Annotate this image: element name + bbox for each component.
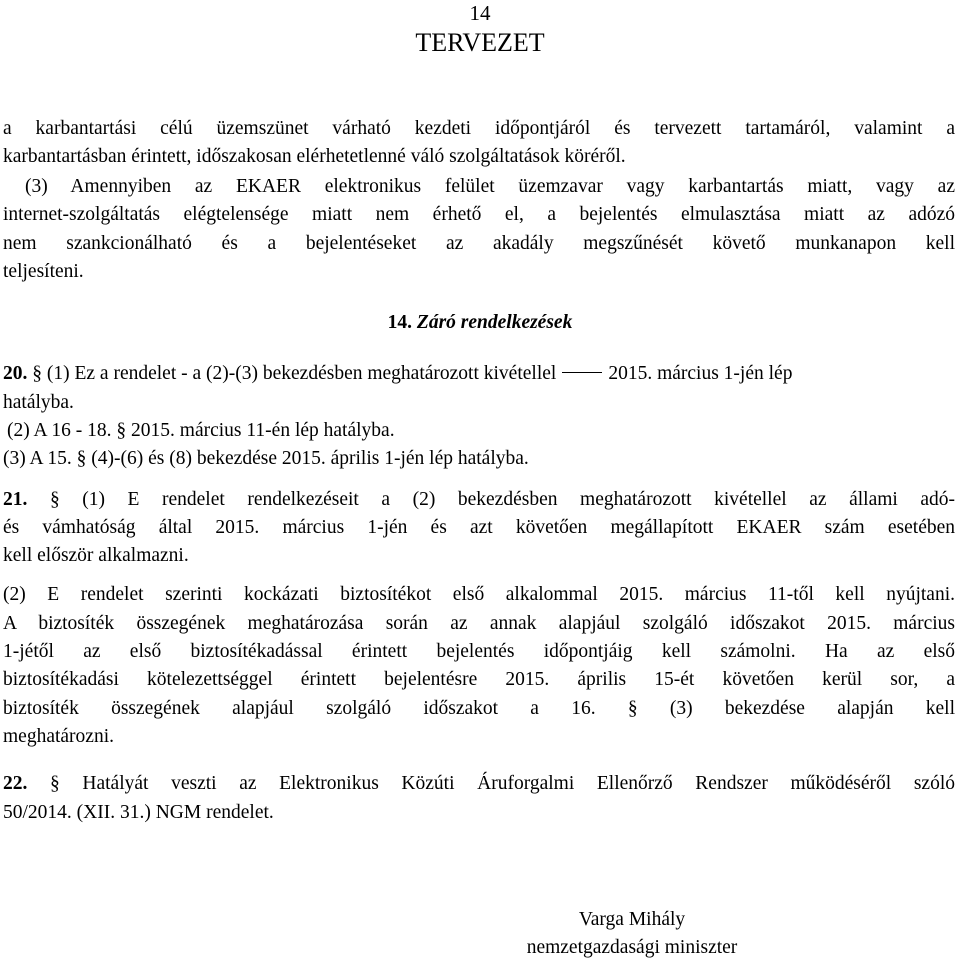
s21-line-1-text: § (1) E rendelet rendelkezéseit a (2) bekezdésben meghatározott kivétellel az állami adó- <box>49 489 956 510</box>
s21p2-line-5: biztosíték összegének alapjául szolgáló időszakot a 16. § (3) bekezdése alapján kell <box>3 698 955 719</box>
signature-name: Varga Mihály <box>578 909 686 930</box>
s21p2-line-2: A biztosíték összegének meghatározása során az annak alapjául szolgáló időszakot 2015. március <box>3 613 955 634</box>
s20-line-1a: § (1) Ez a rendelet - a (2)-(3) bekezdésben meghatározott kivétellel <box>32 363 557 384</box>
section-title: Záró rendelkezések <box>416 312 573 333</box>
s21p2-line-1: (2) E rendelet szerinti kockázati biztosítékot első alkalommal 2015. március 11-től kell nyújtani. <box>3 584 955 605</box>
s20-line-2: hatályba. <box>3 392 74 413</box>
s21-line-2: és vámhatóság által 2015. március 1-jén és azt követően megállapított EKAER szám esetében <box>3 517 955 538</box>
s22-number: 22. <box>3 773 28 794</box>
page-number: 14 <box>469 1 491 25</box>
intro-line-1: a karbantartási célú üzemszünet várható kezdeti időpontjáról és tervezett tartamáról, valamint a <box>3 118 955 139</box>
s21p2-line-6: meghatározni. <box>3 726 114 747</box>
draft-label: TERVEZET <box>415 28 545 57</box>
para3-line-1: (3) Amennyiben az EKAER elektronikus felület üzemzavar vagy karbantartás miatt, vagy az <box>25 176 955 197</box>
s21p2-line-3: 1-jétől az első biztosítékadással érintett bejelentés időpontjáig kell számolni. Ha az első <box>3 641 955 662</box>
s20-number: 20. <box>3 363 28 384</box>
s21-line-1 <box>3 488 955 512</box>
s21p2-line-4: biztosítékadási kötelezettséggel érintett bejelentésre 2015. április 15-ét követően kerül sor, a <box>3 669 955 690</box>
s22-line-1 <box>3 772 955 796</box>
s20-line-4: (3) A 15. § (4)-(6) és (8) bekezdése 2015. április 1-jén lép hatályba. <box>3 448 529 469</box>
section-heading <box>0 311 960 335</box>
s22-line-1-text: § Hatályát veszti az Elektronikus Közúti Áruforgalmi Ellenőrző Rendszer működéséről szóló <box>50 773 956 794</box>
dash-rule <box>562 372 602 373</box>
intro-line-2: karbantartásban érintett, időszakosan elérhetetlenné váló szolgáltatások köréről. <box>3 146 626 167</box>
s21-number: 21. <box>3 489 28 510</box>
s20-line-1b: 2015. március 1-jén lép <box>608 363 793 384</box>
para3-line-4: teljesíteni. <box>3 261 84 282</box>
s20-line-1 <box>3 362 955 386</box>
s22-line-2: 50/2014. (XII. 31.) NGM rendelet. <box>3 802 274 823</box>
s21-line-3: kell először alkalmazni. <box>3 545 189 566</box>
para3-line-3: nem szankcionálható és a bejelentéseket az akadály megszűnését követő munkanapon kell <box>3 233 955 254</box>
section-number: 14. <box>387 312 413 333</box>
para3-line-2: internet-szolgáltatás elégtelensége miatt nem érhető el, a bejelentés elmulasztása miatt az adózó <box>3 204 955 225</box>
s20-line-3: (2) A 16 - 18. § 2015. március 11-én lép hatályba. <box>7 420 395 441</box>
signature-title: nemzetgazdasági miniszter <box>526 937 738 958</box>
